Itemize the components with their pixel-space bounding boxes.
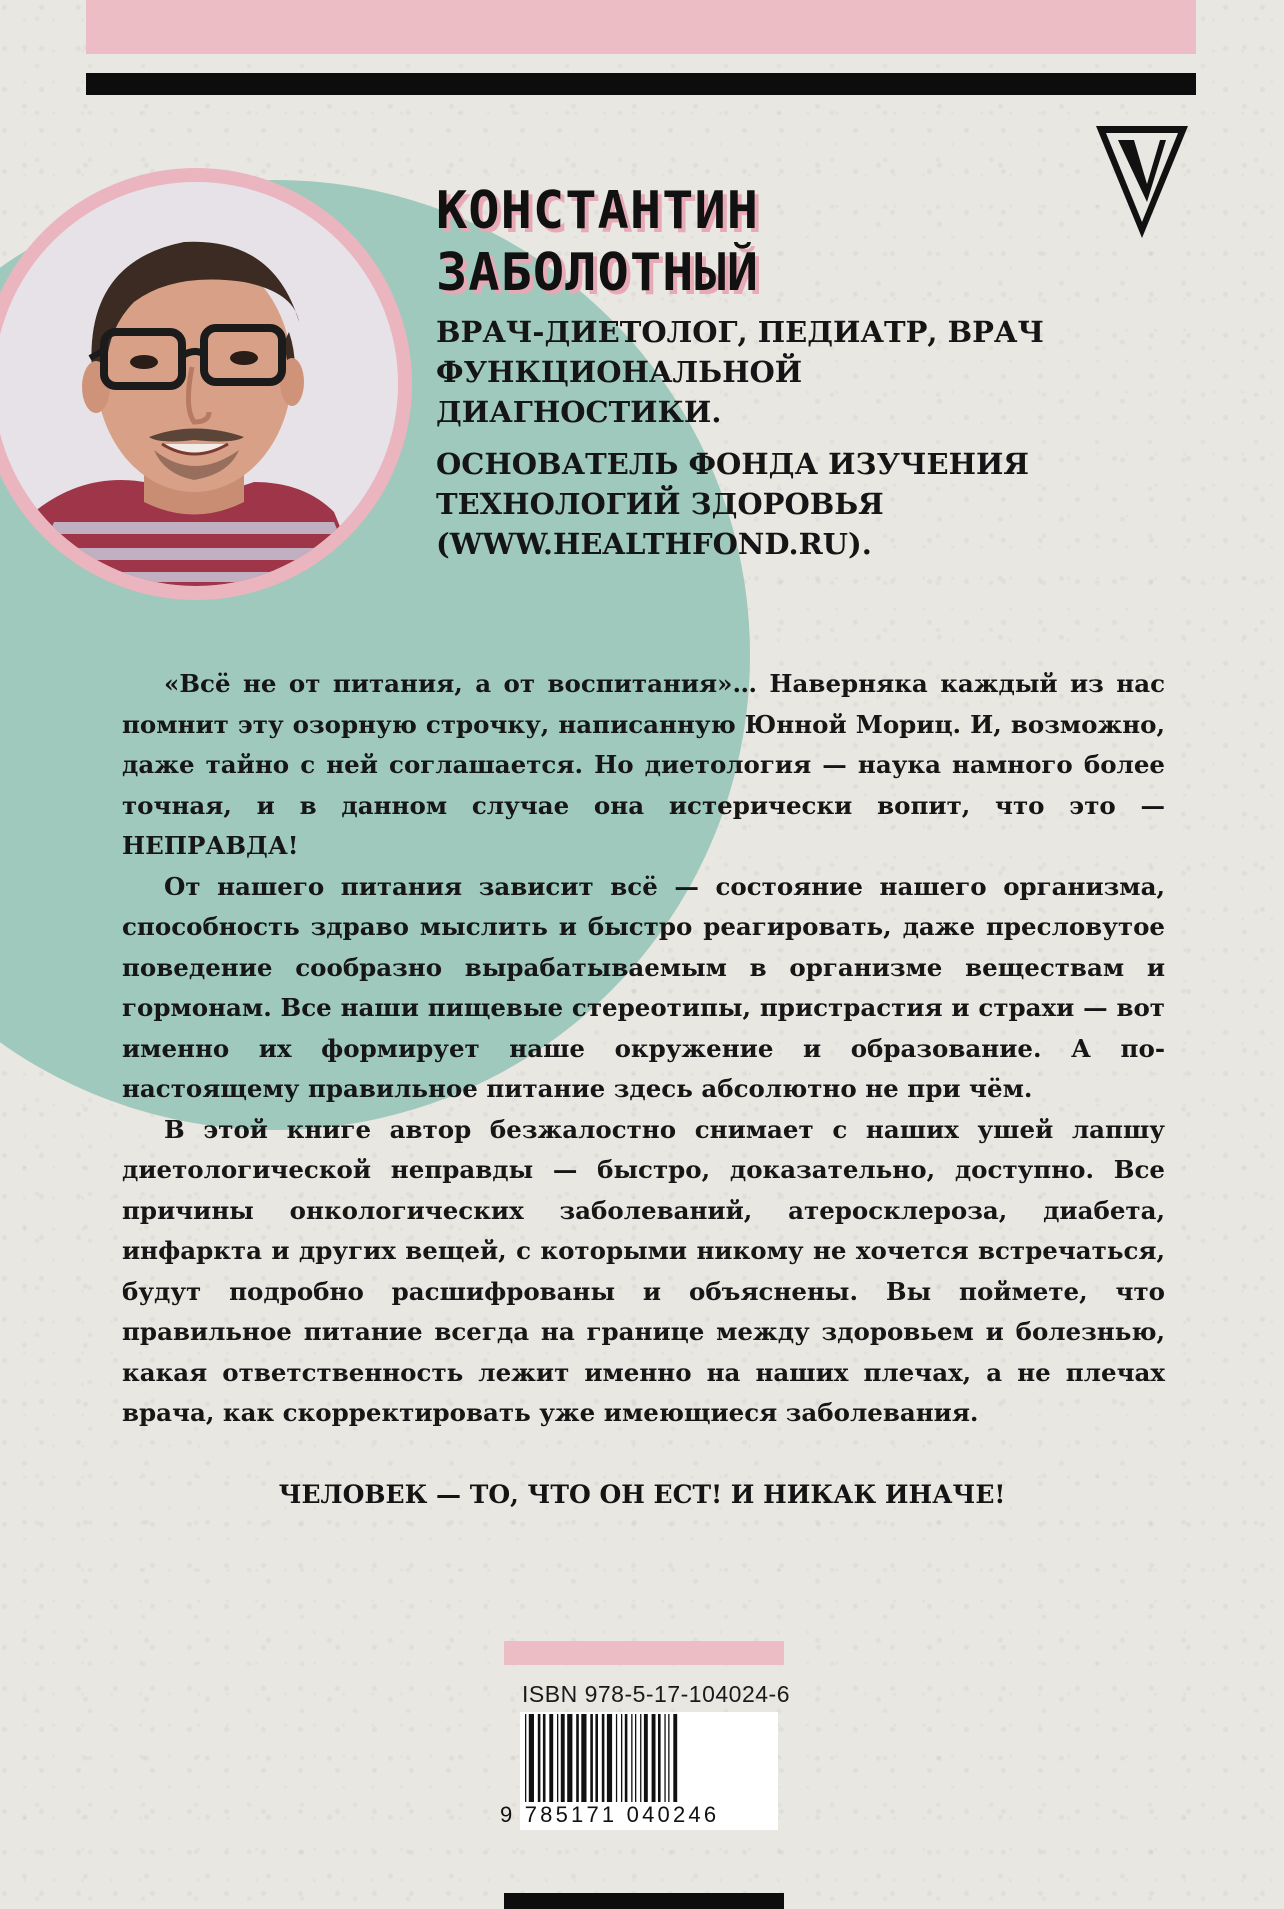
barcode-bar <box>595 1714 598 1802</box>
barcode <box>523 1714 775 1802</box>
barcode-bar <box>557 1714 558 1802</box>
top-black-bar <box>86 73 1196 95</box>
barcode-bar <box>538 1714 541 1802</box>
barcode-digits: 9 785171 040246 <box>500 1802 720 1827</box>
barcode-bar <box>576 1714 579 1802</box>
v-triangle-icon <box>1092 122 1192 244</box>
author-portrait-drawing <box>0 182 398 586</box>
author-founder: ОСНОВАТЕЛЬ ФОНДА ИЗУЧЕНИЯ ТЕХНОЛОГИЙ ЗДОРОВЬЯ (WWW.HEALTHFOND.RU). <box>436 447 1029 561</box>
author-last-name: ЗАБОЛОТНЫЙ <box>436 243 760 303</box>
barcode-bar <box>602 1714 605 1802</box>
author-info <box>436 312 1076 576</box>
bottom-pink-strip <box>504 1641 784 1665</box>
barcode-bar <box>635 1714 636 1802</box>
tagline: ЧЕЛОВЕК — ТО, ЧТО ОН ЕСТ! И НИКАК ИНАЧЕ! <box>278 1480 1006 1509</box>
barcode-bar <box>658 1714 661 1802</box>
blurb-paragraph-1-text: «Всё не от питания, а от воспитания»… Наверняка каждый из нас помнит эту озорную строчку, написанную Юнной Мориц. И, возможно, даже тайно с ней соглашается. Но диетология — наука намного более точная, и в данном случае она истерически вопит, что это — <box>122 669 1165 820</box>
barcode-bar <box>664 1714 665 1802</box>
barcode-bar <box>549 1714 553 1802</box>
author-first-name: КОНСТАНТИН <box>436 181 760 241</box>
bottom-black-bar <box>504 1893 784 1909</box>
barcode-bar <box>668 1714 669 1802</box>
barcode-bar <box>616 1714 617 1802</box>
barcode-bar <box>590 1714 593 1802</box>
author-name <box>436 180 759 304</box>
isbn-label: ISBN 978-5-17-104024-6 <box>522 1681 790 1707</box>
blurb-paragraph-3: В этой книге автор безжалостно снимает с наших ушей лапшу диетологической неправды — быстро, доказательно, доступно. Все причины онкологических заболеваний, атеросклероза, диабета, инфаркта и других вещей, с которыми никому не хочется встречаться, будут подробно расшифрованы и объяснены. Вы поймете, что правильное питание всегда на границе между здоровьем и болезнью, какая ответственность лежит именно на наших плечах, а не плечах врача, как скорректировать уже имеющиеся заболевания. <box>122 1114 1165 1427</box>
barcode-bar <box>561 1714 565 1802</box>
barcode-bar <box>625 1714 628 1802</box>
barcode-bar <box>543 1714 546 1802</box>
top-pink-band <box>86 0 1196 54</box>
barcode-bar <box>529 1714 534 1802</box>
barcode-bar <box>621 1714 622 1802</box>
barcode-bar <box>525 1714 526 1802</box>
blurb-paragraph-2: От нашего питания зависит всё — состояние нашего организма, способность здраво мыслить и быстро реагировать, даже пресловутое поведение сообразно вырабатываемым в организме веществам и гормонам. Все наши пищевые стереотипы, пристрастия и страхи — вот именно их формирует наше окружение и образование. А по-настоящему правильное питание здесь абсолютно не при чём. <box>122 871 1165 1103</box>
author-role: ВРАЧ-ДИЕТОЛОГ, ПЕДИАТР, ВРАЧ ФУНКЦИОНАЛЬНОЙ ДИАГНОСТИКИ. <box>436 315 1044 429</box>
barcode-bar <box>644 1714 648 1802</box>
blurb <box>122 664 1165 1434</box>
barcode-bar <box>607 1714 612 1802</box>
barcode-bar <box>673 1714 677 1802</box>
barcode-bar <box>631 1714 632 1802</box>
blurb-paragraph-1 <box>122 664 1165 867</box>
barcode-bar <box>652 1714 656 1802</box>
barcode-bar <box>581 1714 586 1802</box>
author-portrait <box>0 182 398 586</box>
barcode-bar <box>567 1714 572 1802</box>
barcode-bar <box>640 1714 641 1802</box>
blurb-emphasis: НЕПРАВДА! <box>122 831 299 860</box>
